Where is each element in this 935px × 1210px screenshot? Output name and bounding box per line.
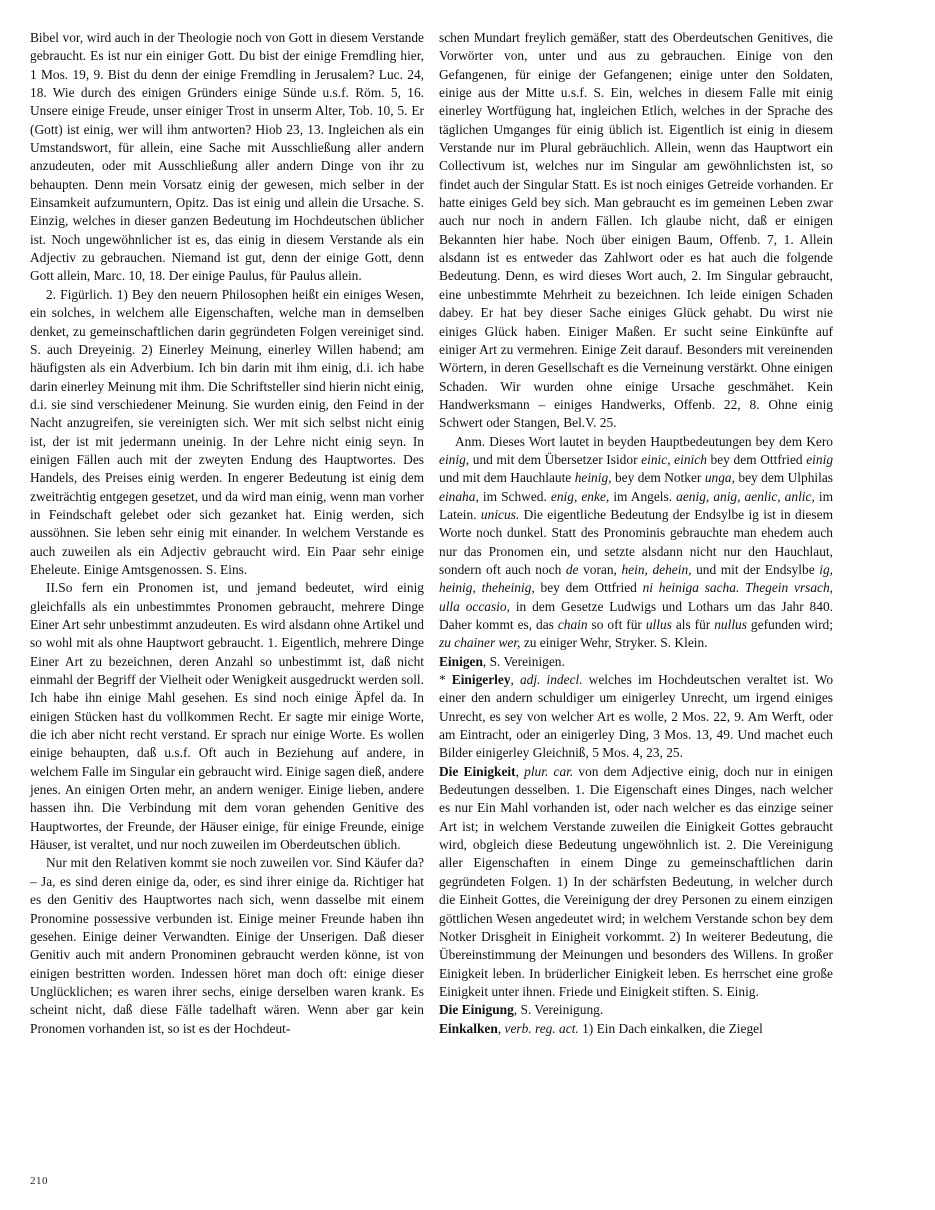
grammar-label: plur. car. — [524, 763, 574, 779]
headword-einigerley: Einigerley — [451, 672, 511, 688]
left-column — [30, 29, 424, 1038]
anm-italic: enig, enke, — [550, 488, 610, 504]
anm-text: so oft für — [587, 617, 646, 632]
entry-einigkeit — [439, 763, 833, 1001]
entry-text: 1) Ein Dach einkalken, die Ziegel — [578, 1020, 763, 1036]
page-number: 210 — [30, 1175, 48, 1187]
entry-einigerley — [439, 671, 833, 763]
paragraph-einig-figurative: 2. Figürlich. 1) Bey den neuern Philosophen heißt ein einiges Wesen, ein solches, in welchem alle Eigenschaften, welche man in demselben denket, zu gemeinschaftlichen darin gegründeten Folgen vereiniget sind. S. auch Dreyeinig. 2) Einerley Meinung, einerley Willen habend; am häufigsten als ein Adverbium. Ich bin darin mit ihm einig, d.i. ich habe darin einerley Meinung mit ihm. Die Schriftsteller sind hierin nicht einig, d.i. sie sind verschiedener Meinung. Sie wurden einig, den Feind in der Nacht anzugreifen, sie vereinigten sich. Wer mit sich selbst nicht einig ist, der ist mit jedermann uneinig. In der Lehre nicht einig seyn. In einigen Fällen auch mit der zweyten Endung des Hauptwortes. Des Handels, des Preises einig werden. In engerer Bedeutung ist einig dem zweiträchtig entgegen gesetzet, und da wird man einig, wenn man vorher in Feindschaft gelebet oder sich gezanket hat. Einig werden, sich aussöhnen. Sie leben sehr einig mit einander. In welchem Verstande es auch zuweilen als ein Adjectiv gebraucht wird. Ein Paar sehr einige Eheleute. Einige Amtsgenossen. S. Eins. — [30, 286, 424, 577]
anm-italic: ni heiniga sacha. Thegein vrsach, ulla occasio, — [439, 580, 834, 614]
headword-einigkeit: Die Einigkeit — [439, 763, 516, 779]
right-column — [439, 29, 833, 1038]
anm-text: im Latein. — [439, 488, 834, 522]
paragraph-einig-theology: Bibel vor, wird auch in der Theologie noch von Gott in diesem Verstande gebraucht. Es ist nur ein einiger Gott. Du bist der einige Fremdling hier, 1 Mos. 19, 9. Bist du denn der einige Fremdling in Jerusalem? Luc. 24, 18. Wie durch des einigen Gründers einige Sünde u.s.f. Röm. 5, 16. Unsere einige Freude, unser einiger Trost in unserm Alter, Tob. 10, 5. Er (Gott) ist einig, wer will ihm antworten? Hiob 23, 13. Ingleichen als ein Umstandswort, für allein, eine Sache mit Ausschließung aller andern anzudeuten, oder mit Ausschließung aller andern Dinge von ihr zu behaupten. Denn mein Vorsatz einig der gewesen, mich selber in der Einsamkeit aufzumuntern, Opitz. Das ist einig und allein die Ursache. S. Einzig, welches in dieser ganzen Bedeutung im Hochdeutschen üblicher ist. Noch ungewöhnlicher ist es, das einig in diesem Verstande als ein Adjectiv zu gebrauchen. Niemand ist gut, denn der einige Gott, denn Gott allein, Marc. 10, 18. Der einige Paulus, für Paulus allein. — [30, 30, 424, 284]
anm-italic: ig, heinig, theheinig, — [439, 561, 833, 596]
anm-text: gefunden wird; — [746, 617, 833, 632]
anm-text: und mit dem Übersetzer Isidor — [469, 451, 642, 467]
entry-einigung — [439, 1001, 833, 1019]
paragraph-einig-continued: schen Mundart freylich gemäßer, statt des Oberdeutschen Genitives, die Vorwörter von, unter und aus zu gebrauchen. Einige von den Gefangenen, für einige der Gefangenen; einige unter den Soldaten, einige aus der Mitte u.s.f. S. Ein, welches in diesem Falle mit einig einerley Wortfügung hat, ingleichen Etlich, welches in der Sprache des täglichen Umganges für einig üblich ist. Eigentlich ist einig in diesem Verstande nur im Plural gebräuchlich. Allein, wenn das Hauptwort ein Collectivum ist, welches nur im Singular am gewöhnlichsten ist, so findet auch der Singular Statt. Es ist noch einiges Getreide vorhanden. Er hatte einiges Geld bey sich. Man gebraucht es im gemeinen Leben zwar auch nur noch in andern Fällen. Ich glaube nicht, daß er einigen Bekannten hier habe. Noch über einigen Baum, Offenb. 7, 1. Allein alsdann ist es entweder das Zahlwort oder es hat auch die folgende Bedeutung. Denn, es wird dieses Wort auch, 2. Im Singular gebraucht, eine unbestimmte Mehrheit zu bezeichnen. Ich leide einigen Schaden dabey. Er hat bey dieser Sache einiges Glück gehabt. Du wirst nie einiges Glück haben. Einiger Maßen. Er sucht seine Einkünfte auf einiger Art zu vermehren. Einige Zeit darauf. Besonders mit vereinenden Wörtern, in deren Gesellschaft es die Verneinung verstärkt. Ohne einigen Schaden. Wir wurden ohne einige Ursache geschmähet. Kein Handwerksmann – einiges Handwerks, Offenb. 22, 8. Ohne einig Schwert oder Stangen, Bel.V. 25. — [439, 30, 833, 431]
anm-text: und mit der Endsylbe — [691, 561, 820, 577]
entry-einkalken — [439, 1020, 833, 1038]
anm-text: in dem Gesetze Ludwigs und Lothars um das Jahr 840. Daher kommt es, das — [439, 598, 833, 632]
anm-italic: de — [565, 561, 579, 577]
separator: , — [515, 763, 525, 779]
paragraph-einig-pronoun: II.So fern ein Pronomen ist, und jemand bedeutet, wird einig gleichfalls als ein unbestimmtes Pronomen gebraucht, mehrere Dinge Einer Art sehr unbestimmt anzudeuten. Es wird alsdann ohne Artikel und so wohl mit als ohne Hauptwort gebraucht. 1. Eigentlich, mehrere Dinge Einer Art zu bezeichnen, deren Anzahl so unbestimmt ist, daß nicht einmahl der Begriff der Vielheit oder Wenigkeit ausgedruckt werden soll. Ich habe ihn einige Mahl gesehen. Es sind noch einige Äpfel da. In einigen Stücken hast du vollkommen Recht. Er sagte mir einige Worte, die ich aber nicht recht verstand. Er sprach nur einige Worte. Es wollen einige behaupten, daß u.s.f. Oft auch in Beziehung auf andere, in welchem Falle im Singular ein gebraucht wird. Einige sagen dieß, andere jenes. An einigen Orten mehr, an andern weniger. Einige lieben, andere hassen ihn. Die Verbindung mit dem voran gehenden Genitive des Hauptwortes, der Freunde, der Häuser einige, für einige Freunde, einige Häuser, ist veraltet, und nur noch zuweilen im Oberdeutschen üblich. — [30, 580, 424, 853]
anm-text: als für — [671, 617, 715, 632]
anm-italic: nullus — [714, 617, 747, 632]
anm-italic: hein, dehein, — [621, 561, 692, 577]
headword-einigung: Die Einigung — [439, 1002, 514, 1018]
entry-text: , S. Vereinigen. — [482, 653, 565, 669]
anm-text: zu einiger Wehr, Stryker. S. Klein. — [520, 635, 708, 651]
grammar-label: adj. indecl. — [519, 672, 583, 688]
anm-text: voran, — [578, 561, 622, 577]
separator: , — [510, 672, 520, 688]
anm-text: Die eigentliche Bedeutung der Endsylbe ig ist in diesem Worte noch dunkel. Statt des Pronominis gebrauchte man ehedem auch nur das Pronomen ein, und setzte alsdann nicht nur den Hauchlaut, sondern oft auch noch — [439, 506, 833, 577]
entry-einigen — [439, 653, 833, 671]
entry-text: , S. Vereinigung. — [513, 1002, 604, 1018]
entry-text: von dem Adjective einig, doch nur in einigen Bedeutungen desselben. 1. Die Eigenschaft eines Dinges, nach welcher es nur Ein Mahl vorhanden ist, oder nach welcher es das einzige seiner Art ist; in welchem Verstande zuweilen die Einigkeit Gottes gebraucht wird, obgleich diese Bedeutung ungewöhnlich ist. 2. Die Vereinigung aller Eigenschaften in einem Dinge zu gemeinschaftlichen darin gegründeten Folgen. 1) In der schärfsten Bedeutung, in welcher durch die Einheit Gottes, die Vereinigung der drey Personen zu einem einzigen göttlichen Wesen angedeutet wird; in welchem Verstande schon bey dem Notker Drisgheit in Einigheit vorkommt. 2) In weiterer Bedeutung, die Übereinstimmung der Meinungen und besonders des Willens. In großer Einigkeit leben. In brüderlicher Einigkeit leben. Es herrschet eine große Einigkeit unter ihnen. Friede und Einigkeit stiften. S. Einig. — [439, 763, 833, 999]
anm-italic: unicus. — [480, 506, 520, 522]
anm-text: Anm. Dieses Wort lautet in beyden Hauptbedeutungen bey dem Kero — [455, 433, 833, 449]
obsolete-marker: * — [439, 672, 452, 688]
anm-italic: einic, einich — [641, 451, 707, 467]
anm-italic: chain — [557, 617, 588, 632]
headword-einigen: Einigen — [439, 653, 483, 669]
anm-italic: heinig, — [574, 470, 612, 486]
paragraph-anmerkung — [439, 433, 833, 653]
anm-text: bey dem Ottfried — [534, 580, 643, 596]
anm-italic: aenig, anig, aenlic, anlic, — [676, 488, 815, 504]
anm-italic: einig, — [439, 451, 470, 467]
headword-einkalken: Einkalken — [439, 1020, 498, 1036]
anm-italic: zu chainer wer, — [439, 635, 521, 651]
anm-italic: einig — [806, 451, 834, 467]
paragraph-einig-relatives: Nur mit den Relativen kommt sie noch zuweilen vor. Sind Käufer da? – Ja, es sind deren einige da, oder, es sind ihrer einige da. Richtiger hat es den Genitiv des Hauptwortes nach sich, wenn dasselbe mit einem Pronomine possessive verbunden ist. Einige meiner Freunde haben ihn gesehen. Einige deiner Verwandten. Einige der Unserigen. Daß dieser Genitiv auch mit andern Pronominen gebraucht werden könne, ist von einigen bestritten worden. Indessen höret man doch oft: einige dieser Unglücklichen; es waren ihrer sechs, einige derselben waren krank. Es scheint nicht, daß diese Fälle tadelhaft wären. Wenn aber gar kein Pronomen vorhanden ist, so ist es der Hochdeut- — [30, 855, 424, 1036]
grammar-label: verb. reg. act. — [504, 1020, 579, 1036]
anm-italic: einaha, — [439, 488, 479, 504]
anm-text: im Schwed. — [478, 488, 551, 504]
anm-italic: unga, — [704, 470, 735, 486]
entry-text: welches im Hochdeutschen veraltet ist. Wo einer den andern schuldiger um einigerley Unrecht, um irgend einiges Unrecht, es sey von welcher Art es wolle, 2 Mos. 22, 9. Am Werft, oder am Eintracht, oder an einigerley Ding, 3 Mos. 13, 49. Und machet euch Bilder einigerley Gleichniß, 5 Mos. 4, 23, 25. — [439, 672, 834, 761]
separator: , — [497, 1020, 505, 1036]
anm-text: bey dem Notker — [611, 470, 705, 486]
anm-italic: ullus — [645, 617, 672, 632]
anm-text: bey dem Ottfried — [706, 451, 807, 467]
anm-text: im Angels. — [609, 488, 677, 504]
anm-text: und mit dem Hauchlaute — [439, 470, 575, 486]
anm-text: bey dem Ulphilas — [734, 470, 834, 486]
